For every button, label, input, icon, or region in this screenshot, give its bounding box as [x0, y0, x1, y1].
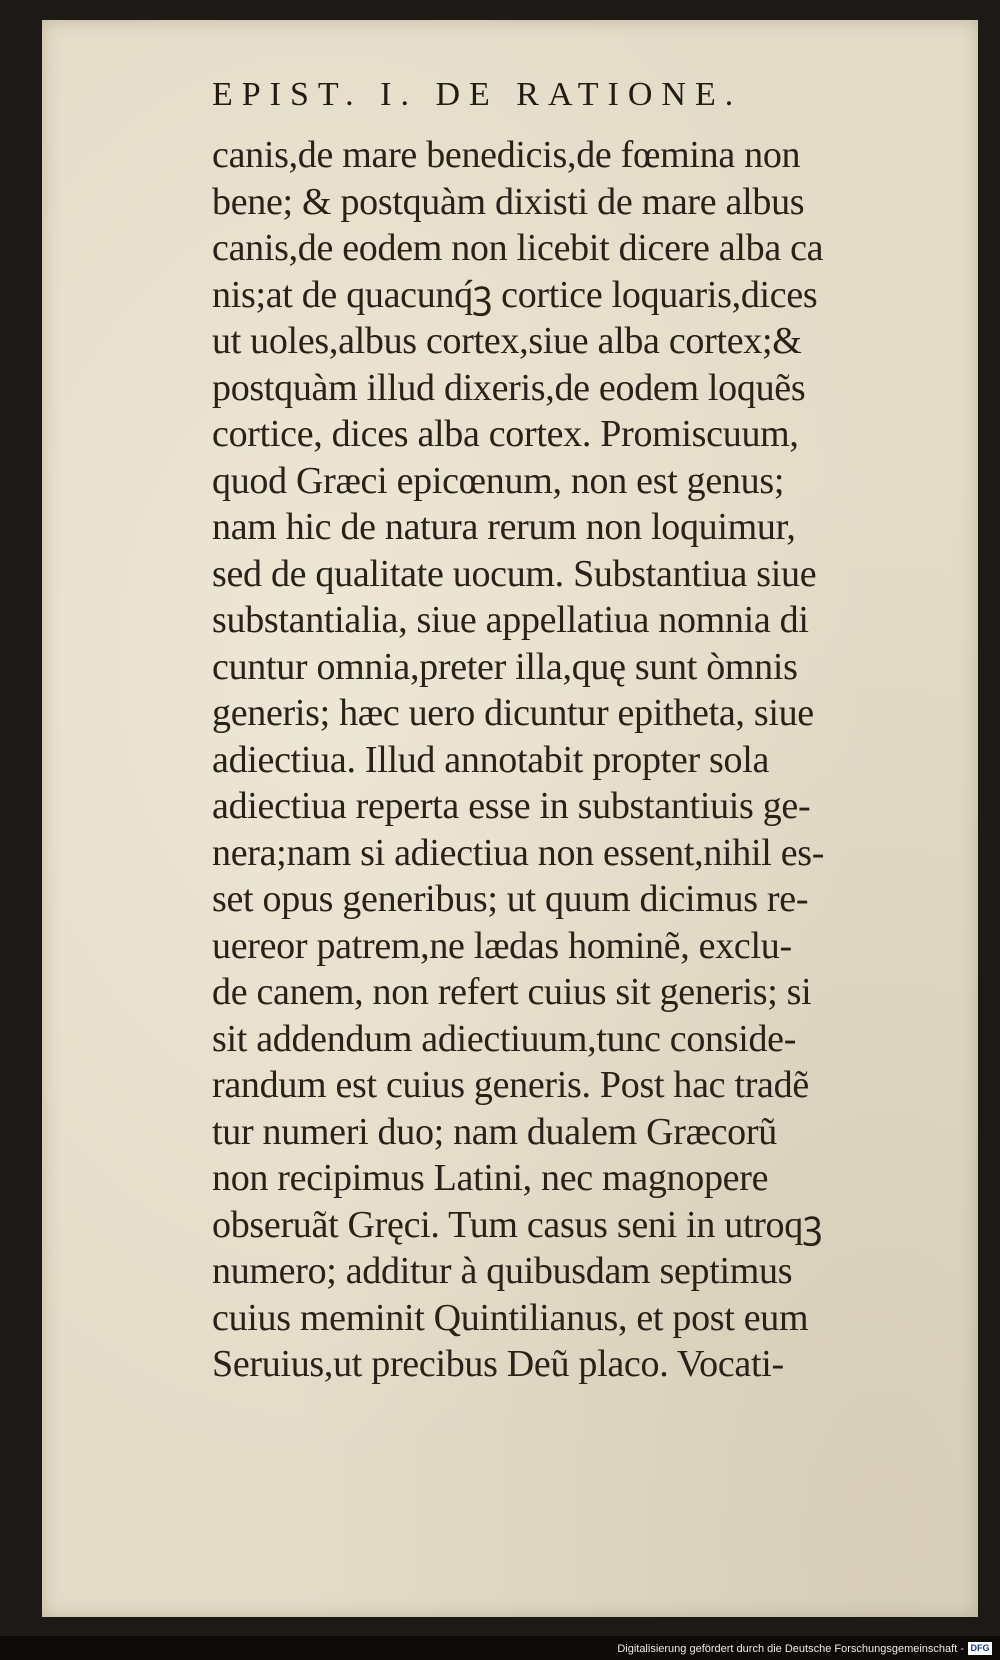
text-line: randum est cuius generis. Post hac tradẽ — [212, 1064, 809, 1106]
dfg-logo: DFG — [968, 1642, 992, 1655]
text-line: quod Græci epicœnum, non est genus; — [212, 459, 785, 502]
text-line: set opus generibus; ut quum dicimus re- — [212, 878, 809, 920]
text-line: cuntur omnia,preter illa,quę sunt òmnis — [212, 645, 798, 688]
text-line: uereor patrem,ne lædas hominẽ, exclu- — [212, 924, 792, 967]
text-line: substantialia, siue appellatiua nomnia di — [212, 599, 809, 641]
text-line: bene; & postquàm dixisti de mare albus — [212, 180, 805, 223]
text-line: sit addendum adiectiuum,tunc conside- — [212, 1017, 797, 1060]
text-line: numero; additur à quibusdam septimus — [212, 1250, 793, 1292]
text-line: cuius meminit Quintilianus, et post eum — [212, 1296, 809, 1339]
text-line: postquàm illud dixeris,de eodem loquẽs — [212, 366, 806, 409]
text-line: obseruãt Gręci. Tum casus seni in utroqꝫ — [212, 1203, 823, 1246]
text-line: Seruius,ut precibus Deũ placo. Vocati- — [212, 1343, 784, 1385]
text-line: canis,de eodem non licebit dicere alba ca — [212, 227, 824, 269]
text-line: nis;at de quacunq́ꝫ cortice loquaris,dices — [212, 273, 818, 316]
digitization-credit: Digitalisierung gefördert durch die Deutsche Forschungsgemeinschaft - — [617, 1643, 964, 1655]
text-line: ut uoles,albus cortex,siue alba cortex;& — [212, 320, 802, 362]
text-line: nam hic de natura rerum non loquimur, — [212, 506, 796, 548]
text-line: de canem, non refert cuius sit generis; si — [212, 971, 812, 1013]
text-line: canis,de mare benedicis,de fœmina non — [212, 134, 801, 176]
text-line: non recipimus Latini, nec magnopere — [212, 1157, 769, 1199]
text-block — [212, 132, 978, 1388]
book-page — [42, 20, 978, 1617]
text-line: sed de qualitate uocum. Substantiua siue — [212, 552, 817, 595]
text-line: nera;nam si adiectiua non essent,nihil es- — [212, 831, 825, 874]
text-line: tur numeri duo; nam dualem Græcorũ — [212, 1110, 777, 1153]
text-line: adiectiua. Illud annotabit propter sola — [212, 738, 770, 781]
text-line: cortice, dices alba cortex. Promiscuum, — [212, 413, 799, 455]
running-head: EPIST. I. DE RATIONE. — [212, 76, 743, 113]
text-line: adiectiua reperta esse in substantiuis ge- — [212, 785, 811, 827]
text-line: generis; hæc uero dicuntur epitheta, siue — [212, 692, 814, 734]
